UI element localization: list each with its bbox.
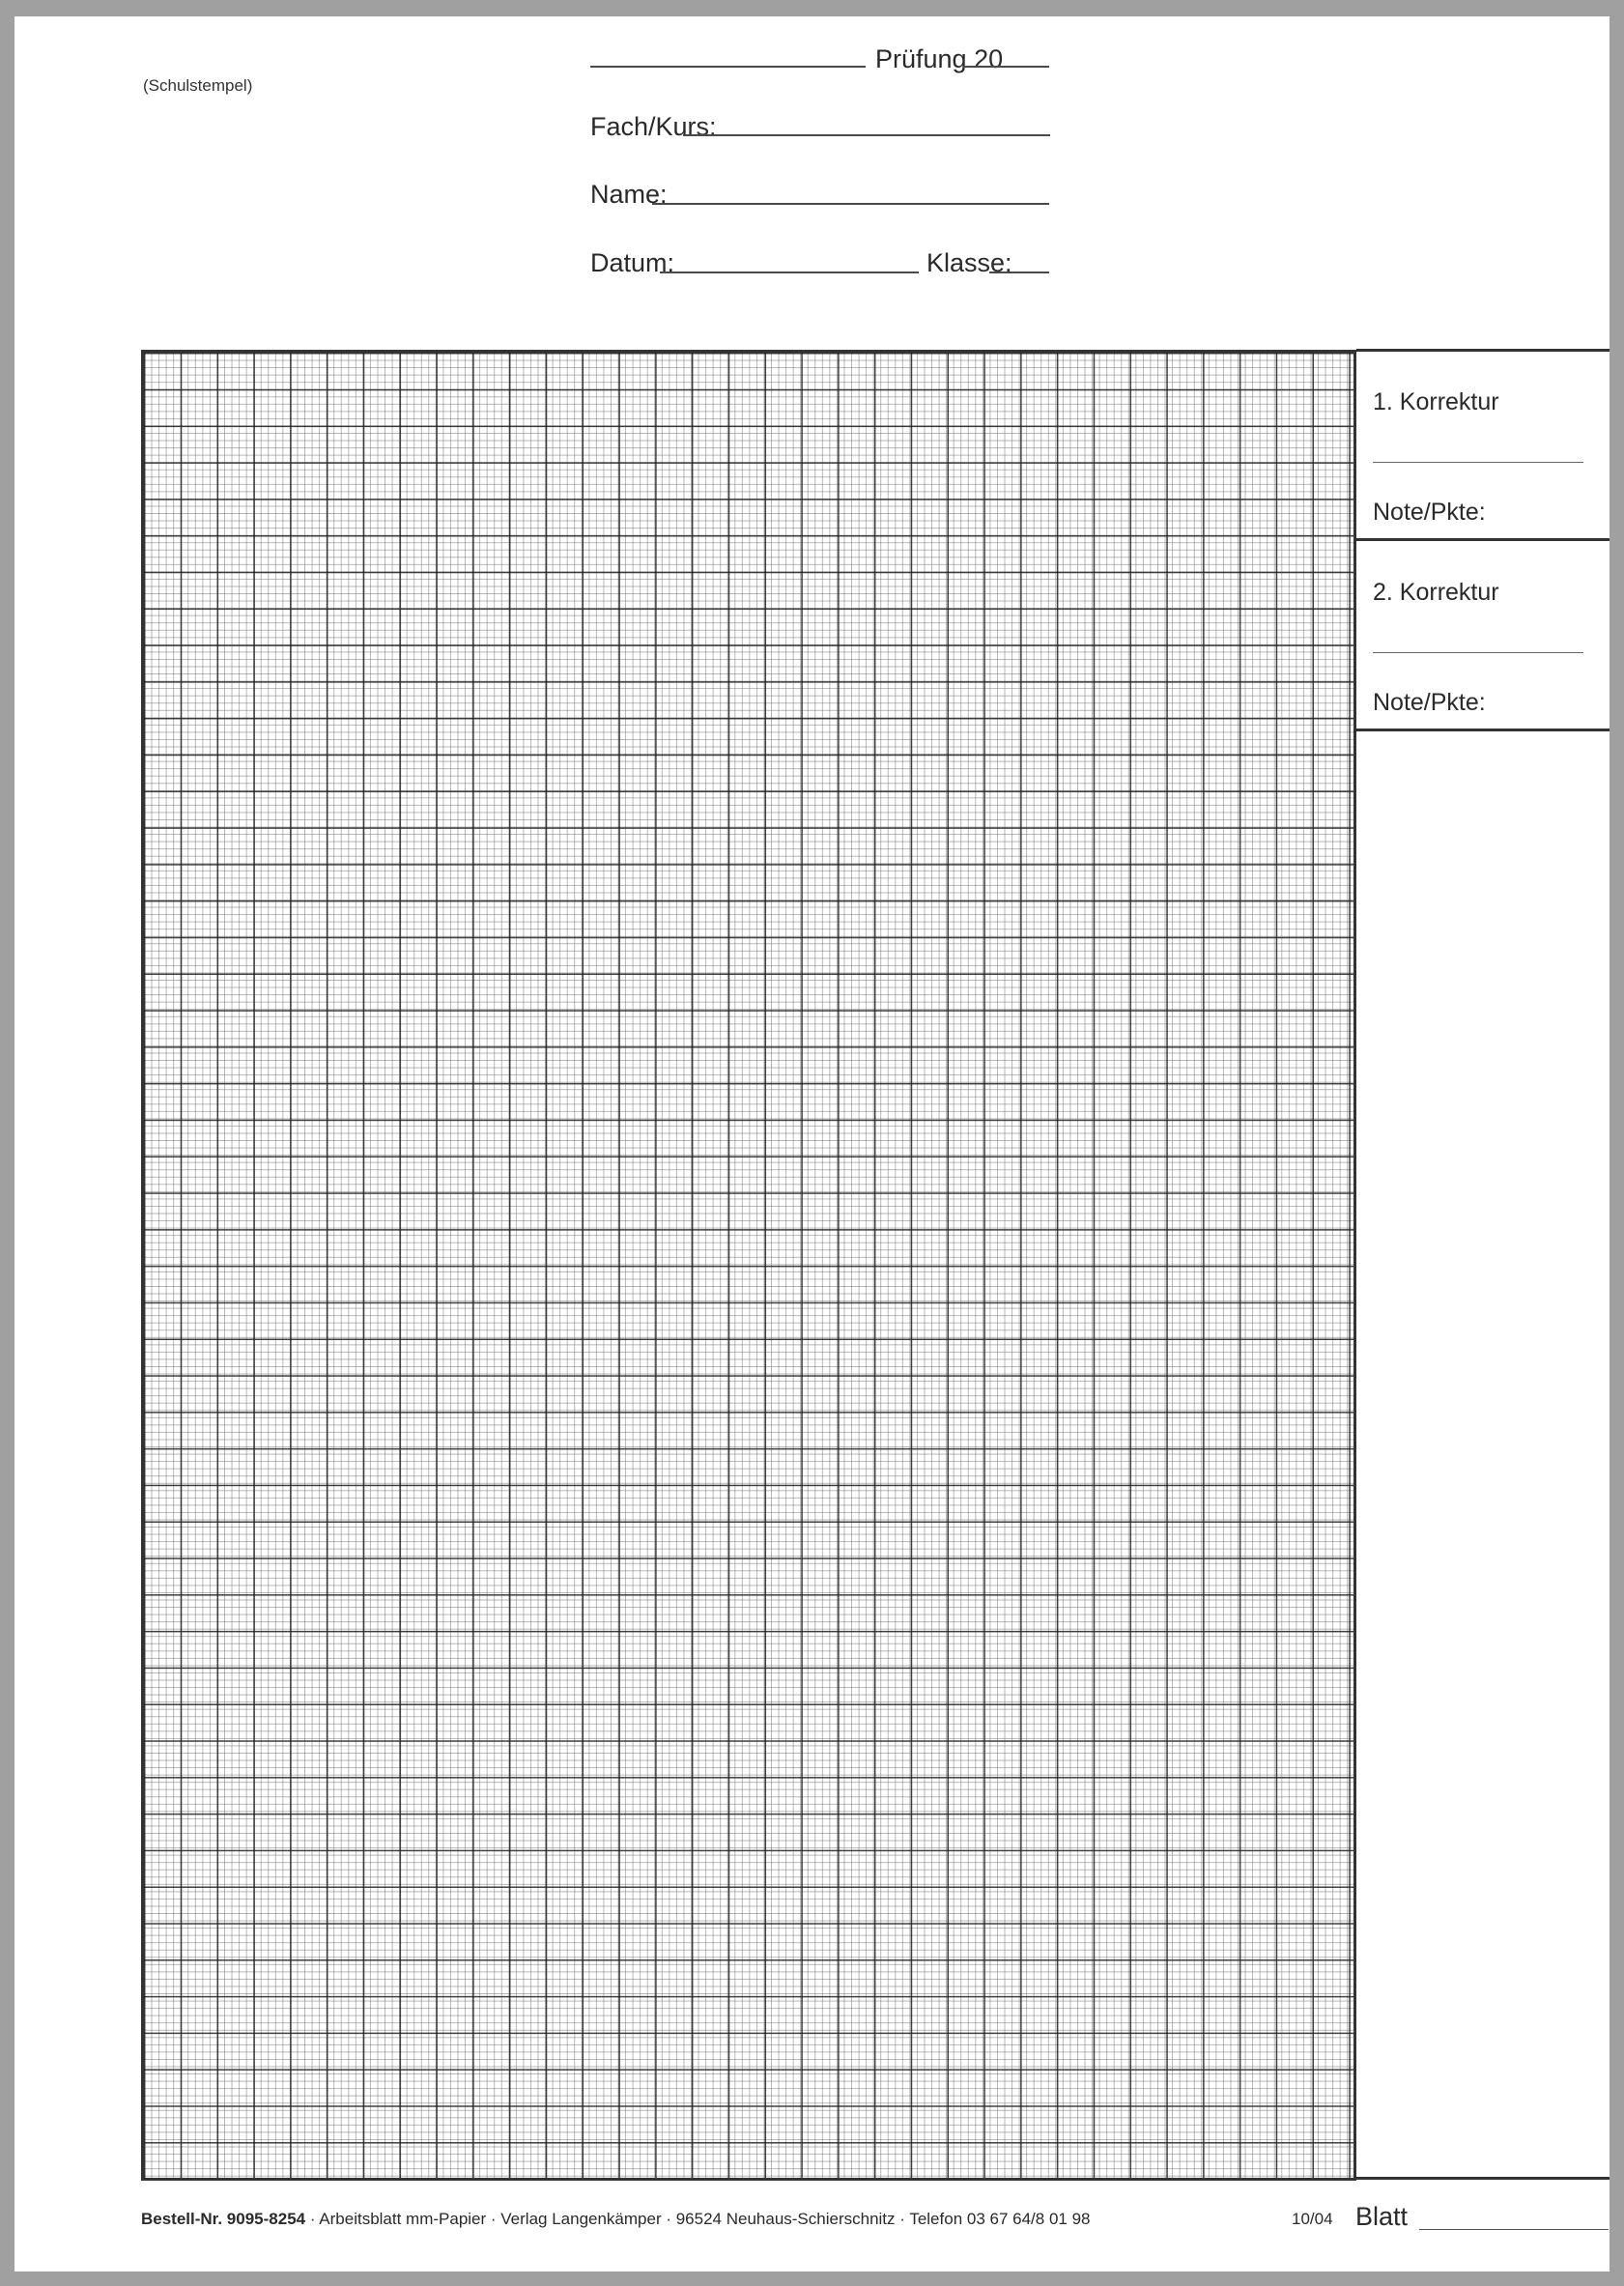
sidebar-bottom-rule <box>1356 2177 1610 2180</box>
correction-1-title: 1. Korrektur <box>1373 388 1499 415</box>
date-field[interactable] <box>660 271 919 273</box>
correction-2-divider <box>1356 729 1610 731</box>
exam-label: Prüfung 20 <box>875 44 1004 73</box>
order-number: Bestell-Nr. 9095-8254 <box>141 2210 306 2228</box>
name-field[interactable] <box>652 203 1049 205</box>
worksheet-page <box>14 16 1610 2272</box>
correction-1-signature-field[interactable] <box>1373 462 1583 463</box>
correction-2-title: 2. Korrektur <box>1373 579 1499 606</box>
footer-version: 10/04 <box>1292 2210 1333 2228</box>
sheet-number-field[interactable] <box>1419 2229 1609 2230</box>
sidebar-top-rule <box>1356 349 1610 352</box>
class-label: Klasse: <box>926 248 1012 277</box>
mm-grid-writing-area[interactable] <box>141 350 1356 2181</box>
class-field[interactable] <box>989 271 1049 273</box>
date-label: Datum: <box>590 248 675 277</box>
footer-imprint <box>141 2210 1090 2229</box>
school-stamp-label: (Schulstempel) <box>143 76 253 95</box>
name-label: Name: <box>590 180 668 209</box>
subject-label: Fach/Kurs: <box>590 112 717 141</box>
subject-field[interactable] <box>683 134 1050 136</box>
correction-2-grade-label: Note/Pkte: <box>1373 689 1486 716</box>
correction-1-grade-label: Note/Pkte: <box>1373 499 1486 526</box>
sheet-label: Blatt <box>1355 2202 1409 2231</box>
exam-title-field[interactable] <box>590 66 866 68</box>
correction-1-divider <box>1356 538 1610 541</box>
correction-2-signature-field[interactable] <box>1373 652 1583 653</box>
footer-description: · Arbeitsblatt mm-Papier · Verlag Langenkämper · 96524 Neuhaus-Schierschnitz · Telefon 03 67 64/8 01 98 <box>305 2210 1091 2228</box>
exam-year-field[interactable] <box>963 66 1049 68</box>
